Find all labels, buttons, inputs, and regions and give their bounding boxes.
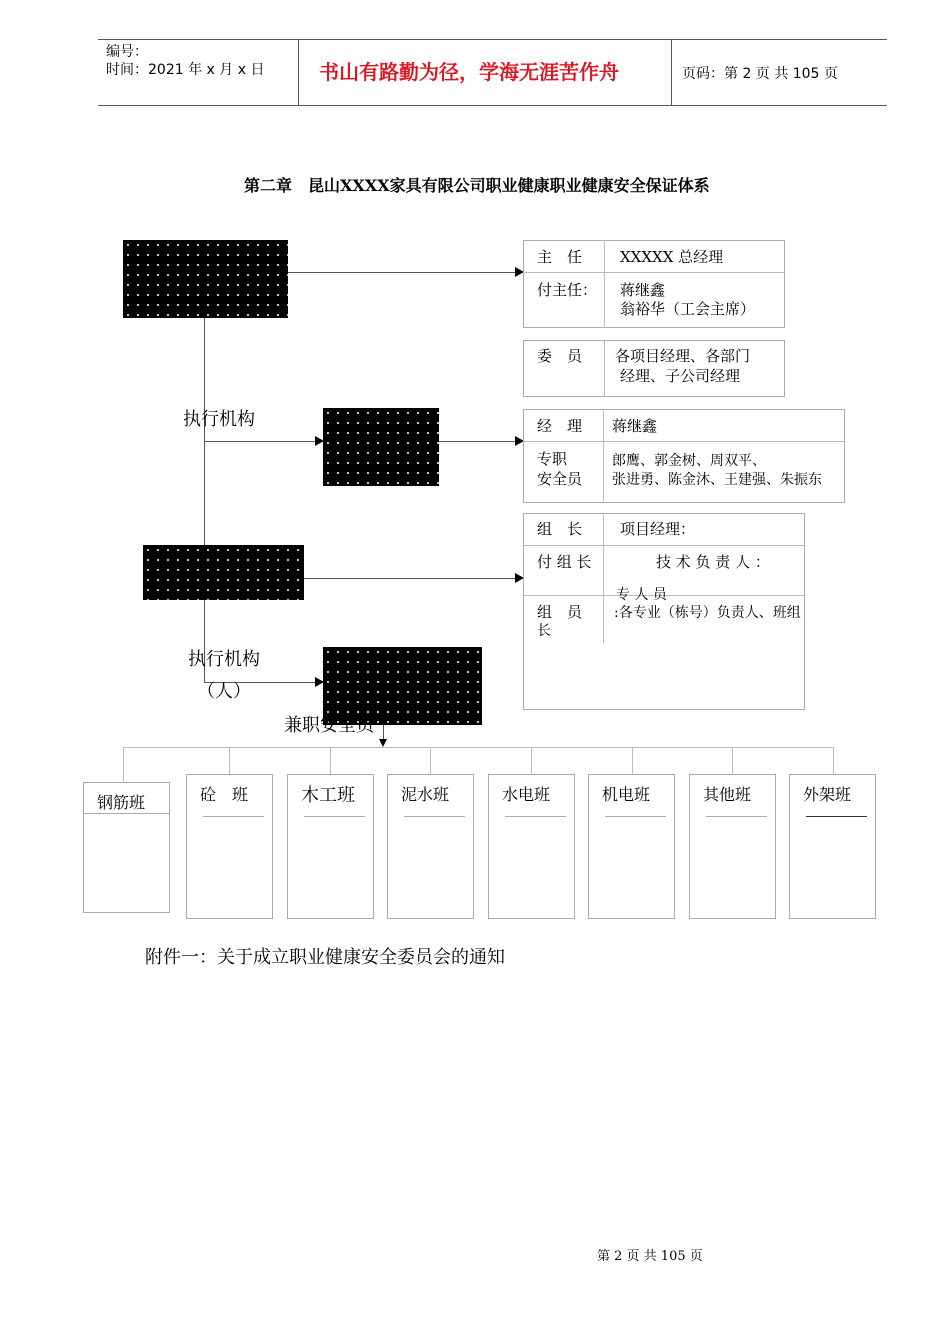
- team-label: 砼 班: [200, 785, 249, 804]
- team-drop-3: [330, 747, 331, 774]
- project-member-value: :各专业（栋号）负责人、班组: [614, 605, 801, 621]
- header-top-rule: [98, 39, 887, 40]
- safety-label-1: 专职: [537, 450, 568, 468]
- arrow-down: [379, 739, 387, 747]
- exec2-label-2: （人）: [197, 681, 251, 702]
- team-box-others: [689, 774, 776, 919]
- team-label: 外架班: [803, 785, 852, 804]
- leader-value: 项目经理：: [620, 520, 696, 538]
- committee-block: [123, 240, 288, 318]
- team-box-scaffolding: [789, 774, 876, 919]
- leader-label: 组 长: [537, 520, 583, 538]
- team-drop-2: [229, 747, 230, 774]
- time-label: 时间：2021 年 x 月 x 日: [106, 62, 265, 78]
- team-label: 木工班: [301, 785, 355, 806]
- member-value-2: 经理、子公司经理: [620, 367, 741, 385]
- team-drop-1: [123, 747, 124, 782]
- member-value-1: 各项目经理、各部门: [615, 347, 751, 365]
- connector-committee: [288, 272, 515, 273]
- exec2-label: 执行机构: [188, 649, 260, 670]
- header-divider-1: [298, 39, 299, 105]
- team-label: 钢筋班: [97, 793, 146, 812]
- director-value: XXXXX 总经理: [620, 248, 724, 266]
- team-drop-8: [833, 747, 834, 774]
- team-drop-4: [430, 747, 431, 774]
- main-trunk-1: [204, 318, 205, 545]
- vice-director-value-2: 翁裕华（工会主席）: [620, 300, 756, 318]
- doc-title: 第二章 昆山XXXX家具有限公司职业健康职业健康安全保证体系: [244, 176, 710, 195]
- team-box-carpentry: [287, 774, 374, 919]
- safety-label-2: 安全员: [537, 470, 583, 488]
- team-box-plumbing-electric: [488, 774, 575, 919]
- project-member-label-2: 长: [537, 623, 551, 639]
- team-box-concrete: [186, 774, 273, 919]
- committee-col-divider: [604, 240, 605, 328]
- team-drop-5: [531, 747, 532, 774]
- vice-director-label: 付主任：: [537, 281, 598, 299]
- connector-exec: [204, 441, 315, 442]
- page-label: 页码：第 2 页 共 105 页: [682, 66, 838, 82]
- vice-director-value-1: 蒋继鑫: [620, 281, 666, 299]
- exec-label: 执行机构: [183, 409, 255, 430]
- motto: 书山有路勤为径，学海无涯苦作舟: [319, 60, 619, 84]
- manager-col-divider: [603, 409, 604, 503]
- director-label: 主 任: [537, 248, 583, 266]
- team-drop-6: [632, 747, 633, 774]
- page-footer: 第 2 页 共 105 页: [597, 1249, 703, 1264]
- manager-row-divider: [523, 441, 845, 442]
- project-member-label: 组 员: [537, 603, 583, 621]
- project-row-divider-1: [523, 545, 805, 546]
- exec2-block: [323, 647, 482, 725]
- safety-value-2: 张进勇、陈金沐、王建强、朱振东: [612, 472, 822, 488]
- team-box-masonry: [387, 774, 474, 919]
- cut-text: 专 人 员: [616, 587, 667, 603]
- appendix-text: 附件一：关于成立职业健康安全委员会的通知: [145, 947, 505, 968]
- member-label: 委 员: [537, 347, 583, 365]
- part-time-safety-label: 兼职安全员: [284, 715, 374, 736]
- header-bottom-rule: [98, 105, 887, 106]
- committee-row-divider: [523, 272, 785, 273]
- safety-value-1: 郎鹰、郭金树、周双平、: [612, 453, 766, 469]
- cut-text-clip: [610, 585, 700, 603]
- team-box-rebar: [83, 782, 170, 913]
- team-label: 水电班: [502, 785, 551, 804]
- team-box-mechanical-electric: [588, 774, 675, 919]
- team-label: 机电班: [602, 785, 651, 804]
- connector-exec-right: [439, 441, 515, 442]
- member-col-divider: [604, 340, 605, 397]
- exec-block: [323, 408, 439, 486]
- vice-leader-value: 技 术 负 责 人 ：: [656, 553, 770, 571]
- team-drop-7: [732, 747, 733, 774]
- team-label: 泥水班: [401, 785, 450, 804]
- vice-leader-label: 付 组 长: [537, 553, 592, 571]
- connector-down: [383, 725, 384, 739]
- serial-label: 编号：: [106, 44, 148, 60]
- project-block: [143, 545, 304, 600]
- connector-project: [304, 578, 515, 579]
- manager-value: 蒋继鑫: [612, 417, 658, 435]
- project-col-divider: [603, 513, 604, 643]
- team-label: 其他班: [703, 785, 752, 804]
- manager-label: 经 理: [537, 417, 583, 435]
- header-divider-2: [671, 39, 672, 105]
